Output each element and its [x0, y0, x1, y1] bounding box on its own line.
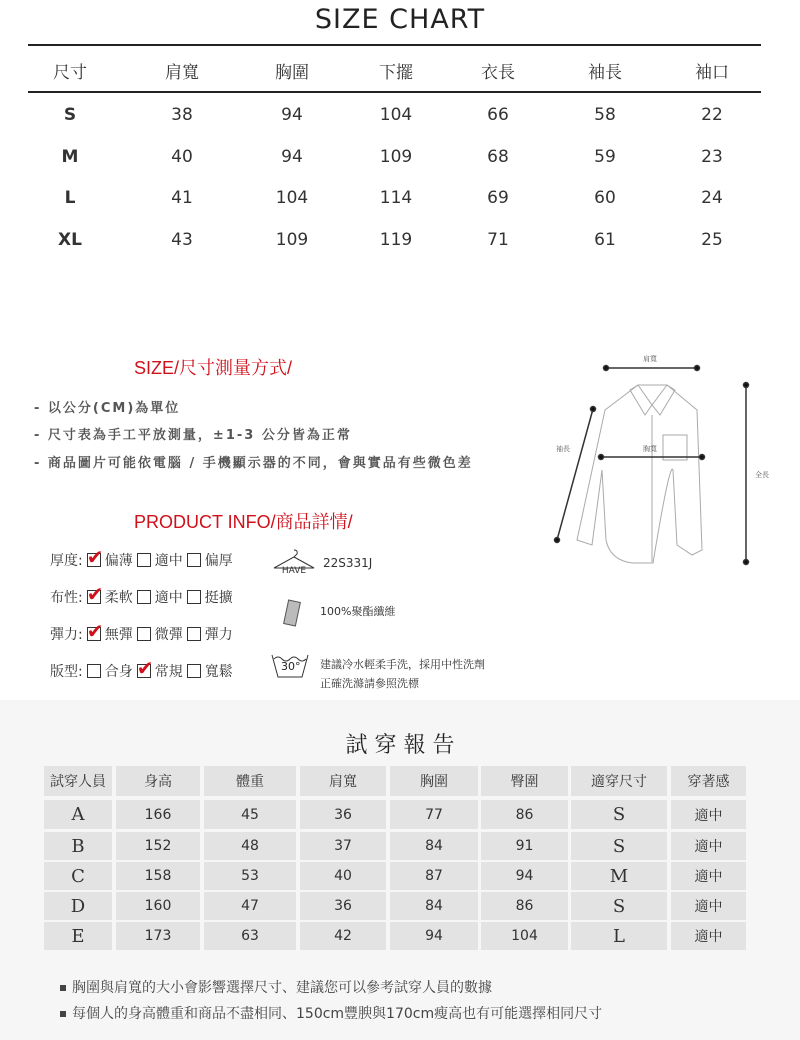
tryon-cell: 63 [204, 922, 296, 950]
note: - 以公分(CM)為單位 [34, 401, 181, 416]
size-chart-cell: 69 [487, 188, 509, 208]
size-chart-cell: 40 [171, 146, 193, 167]
attribute-label: 版型: [50, 664, 83, 680]
tryon-cell: S [571, 800, 667, 829]
size-chart-cell: 119 [379, 229, 413, 250]
size-chart-cell: 38 [171, 105, 193, 125]
divider [28, 44, 761, 46]
tryon-cell: L [571, 922, 667, 950]
tryon-header: 胸圍 [390, 766, 478, 796]
option-label: 合身 [104, 664, 133, 680]
size-label: L [64, 188, 76, 208]
tryon-cell: D [44, 892, 112, 920]
size-chart-cell: 109 [379, 146, 413, 167]
checkbox[interactable] [87, 664, 101, 678]
note: - 商品圖片可能依電腦 / 手機顯示器的不同，會與實品有些微色差 [34, 456, 473, 471]
tryon-cell: 適中 [671, 800, 746, 829]
tryon-cell: A [44, 800, 112, 829]
note: - 尺寸表為手工平放測量，±1-3 公分皆為正常 [34, 428, 352, 443]
checkbox[interactable] [137, 553, 151, 567]
product-attribute-row [50, 624, 233, 644]
size-chart-title: SIZE CHART [314, 4, 486, 35]
tryon-cell: 40 [300, 862, 386, 890]
tryon-cell: S [571, 892, 667, 920]
shirt-diagram [540, 340, 800, 570]
tryon-cell: 適中 [671, 862, 746, 890]
tryon-title: 試 穿 報 告 [345, 733, 455, 758]
tryon-cell: 86 [481, 892, 568, 920]
option-label: 無彈 [104, 627, 133, 643]
tryon-cell: 適中 [671, 892, 746, 920]
label-shoulder: 肩寬 [643, 355, 657, 363]
label-chest: 胸寬 [643, 445, 657, 453]
tryon-cell: 158 [116, 862, 200, 890]
tryon-cell: 160 [116, 892, 200, 920]
option-label: 挺擴 [204, 590, 233, 606]
wash-line-1: 建議冷水輕柔手洗，採用中性洗劑 [320, 658, 485, 671]
size-chart-cell: 23 [701, 146, 723, 167]
wash-temp: 30° [281, 660, 301, 673]
size-chart-header: 肩寬 [165, 63, 199, 83]
footnote: 胸圍與肩寬的大小會影響選擇尺寸、建議您可以參考試穿人員的數據 [60, 977, 492, 997]
size-chart-cell: 24 [701, 188, 723, 208]
material: 100%聚酯纖維 [320, 605, 396, 618]
hanger-icon [272, 548, 316, 574]
tryon-cell: 104 [481, 922, 568, 950]
size-label: S [63, 105, 77, 125]
tryon-cell: C [44, 862, 112, 890]
tryon-cell: 37 [300, 832, 386, 860]
brand-logo: HAVE [281, 566, 307, 574]
product-attribute-row [50, 550, 233, 570]
tryon-cell: 42 [300, 922, 386, 950]
size-label: M [61, 146, 79, 167]
size-chart-header: 袖長 [588, 63, 622, 83]
size-chart-cell: 43 [171, 229, 193, 250]
tryon-cell: 適中 [671, 832, 746, 860]
size-chart-cell: 25 [701, 229, 723, 250]
size-chart-cell: 114 [379, 188, 413, 208]
tryon-cell: 87 [390, 862, 478, 890]
checkbox[interactable] [187, 627, 201, 641]
size-chart-cell: 71 [487, 229, 509, 250]
tryon-cell: 166 [116, 800, 200, 829]
size-chart-header: 衣長 [481, 63, 515, 83]
size-chart-cell: 94 [281, 105, 303, 125]
attribute-label: 布性: [50, 590, 83, 606]
tryon-cell: 84 [390, 832, 478, 860]
size-chart-cell: 60 [594, 188, 616, 208]
tryon-cell: 36 [300, 800, 386, 829]
option-label: 寬鬆 [204, 664, 233, 680]
tryon-cell: 94 [481, 862, 568, 890]
tryon-cell: B [44, 832, 112, 860]
tryon-cell: 36 [300, 892, 386, 920]
tryon-cell: 47 [204, 892, 296, 920]
tryon-header: 試穿人員 [44, 766, 112, 796]
checkbox[interactable] [87, 590, 101, 604]
label-sleeve: 袖長 [556, 445, 570, 453]
product-code: 22S331J [323, 556, 373, 570]
tryon-cell: E [44, 922, 112, 950]
checkbox[interactable] [187, 553, 201, 567]
thread-spool-icon [280, 597, 306, 631]
tryon-cell: 84 [390, 892, 478, 920]
size-chart-cell: 58 [594, 105, 616, 125]
tryon-cell: M [571, 862, 667, 890]
tryon-cell: 77 [390, 800, 478, 829]
option-label: 適中 [154, 590, 183, 606]
tryon-header: 身高 [116, 766, 200, 796]
size-chart-cell: 104 [379, 105, 413, 125]
tryon-header: 適穿尺寸 [571, 766, 667, 796]
product-info-title: PRODUCT INFO/商品詳情/ [134, 512, 353, 532]
tryon-cell: 適中 [671, 922, 746, 950]
tryon-cell: 86 [481, 800, 568, 829]
checkbox[interactable] [187, 664, 201, 678]
checkbox[interactable] [137, 627, 151, 641]
option-label: 偏厚 [204, 553, 233, 569]
tryon-cell: 48 [204, 832, 296, 860]
product-attribute-row [50, 661, 233, 681]
tryon-cell: 45 [204, 800, 296, 829]
option-label: 柔軟 [104, 590, 133, 606]
tryon-header: 臀圍 [481, 766, 568, 796]
option-label: 偏薄 [104, 553, 133, 569]
wash-line-2: 正確洗滌請參照洗標 [320, 677, 419, 690]
divider [28, 91, 761, 93]
size-label: XL [58, 229, 82, 250]
label-length: 全長 [755, 471, 769, 479]
option-label: 常規 [154, 664, 183, 680]
tryon-cell: 91 [481, 832, 568, 860]
size-chart-header: 胸圍 [275, 63, 309, 83]
option-label: 適中 [154, 553, 183, 569]
tryon-cell: S [571, 832, 667, 860]
attribute-label: 彈力: [50, 627, 83, 643]
size-chart-header: 下擺 [379, 63, 413, 83]
tryon-header: 肩寬 [300, 766, 386, 796]
size-chart-cell: 94 [281, 146, 303, 167]
tryon-cell: 173 [116, 922, 200, 950]
product-attribute-row [50, 587, 233, 607]
tryon-cell: 53 [204, 862, 296, 890]
size-chart-cell: 104 [275, 188, 309, 208]
size-chart-cell: 68 [487, 146, 509, 167]
checkbox[interactable] [87, 627, 101, 641]
checkbox[interactable] [137, 590, 151, 604]
tryon-cell: 152 [116, 832, 200, 860]
size-chart-cell: 22 [701, 105, 723, 125]
size-chart-cell: 66 [487, 105, 509, 125]
checkbox[interactable] [187, 590, 201, 604]
size-chart-cell: 59 [594, 146, 616, 167]
attribute-label: 厚度: [50, 553, 83, 569]
option-label: 微彈 [154, 627, 183, 643]
tryon-header: 穿著感 [671, 766, 746, 796]
size-chart-cell: 109 [275, 229, 309, 250]
option-label: 彈力 [204, 627, 233, 643]
tryon-cell: 94 [390, 922, 478, 950]
size-chart-header: 袖口 [695, 63, 729, 83]
wash-30-icon [270, 653, 310, 679]
size-chart-cell: 41 [171, 188, 193, 208]
footnote: 每個人的身高體重和商品不盡相同、150cm豐腴與170cm瘦高也有可能選擇相同尺寸 [60, 1003, 602, 1023]
checkbox[interactable] [137, 664, 151, 678]
measure-title: SIZE/尺寸測量方式/ [134, 358, 293, 378]
size-chart-header: 尺寸 [53, 63, 87, 83]
size-chart-cell: 61 [594, 229, 616, 250]
tryon-header: 體重 [204, 766, 296, 796]
checkbox[interactable] [87, 553, 101, 567]
